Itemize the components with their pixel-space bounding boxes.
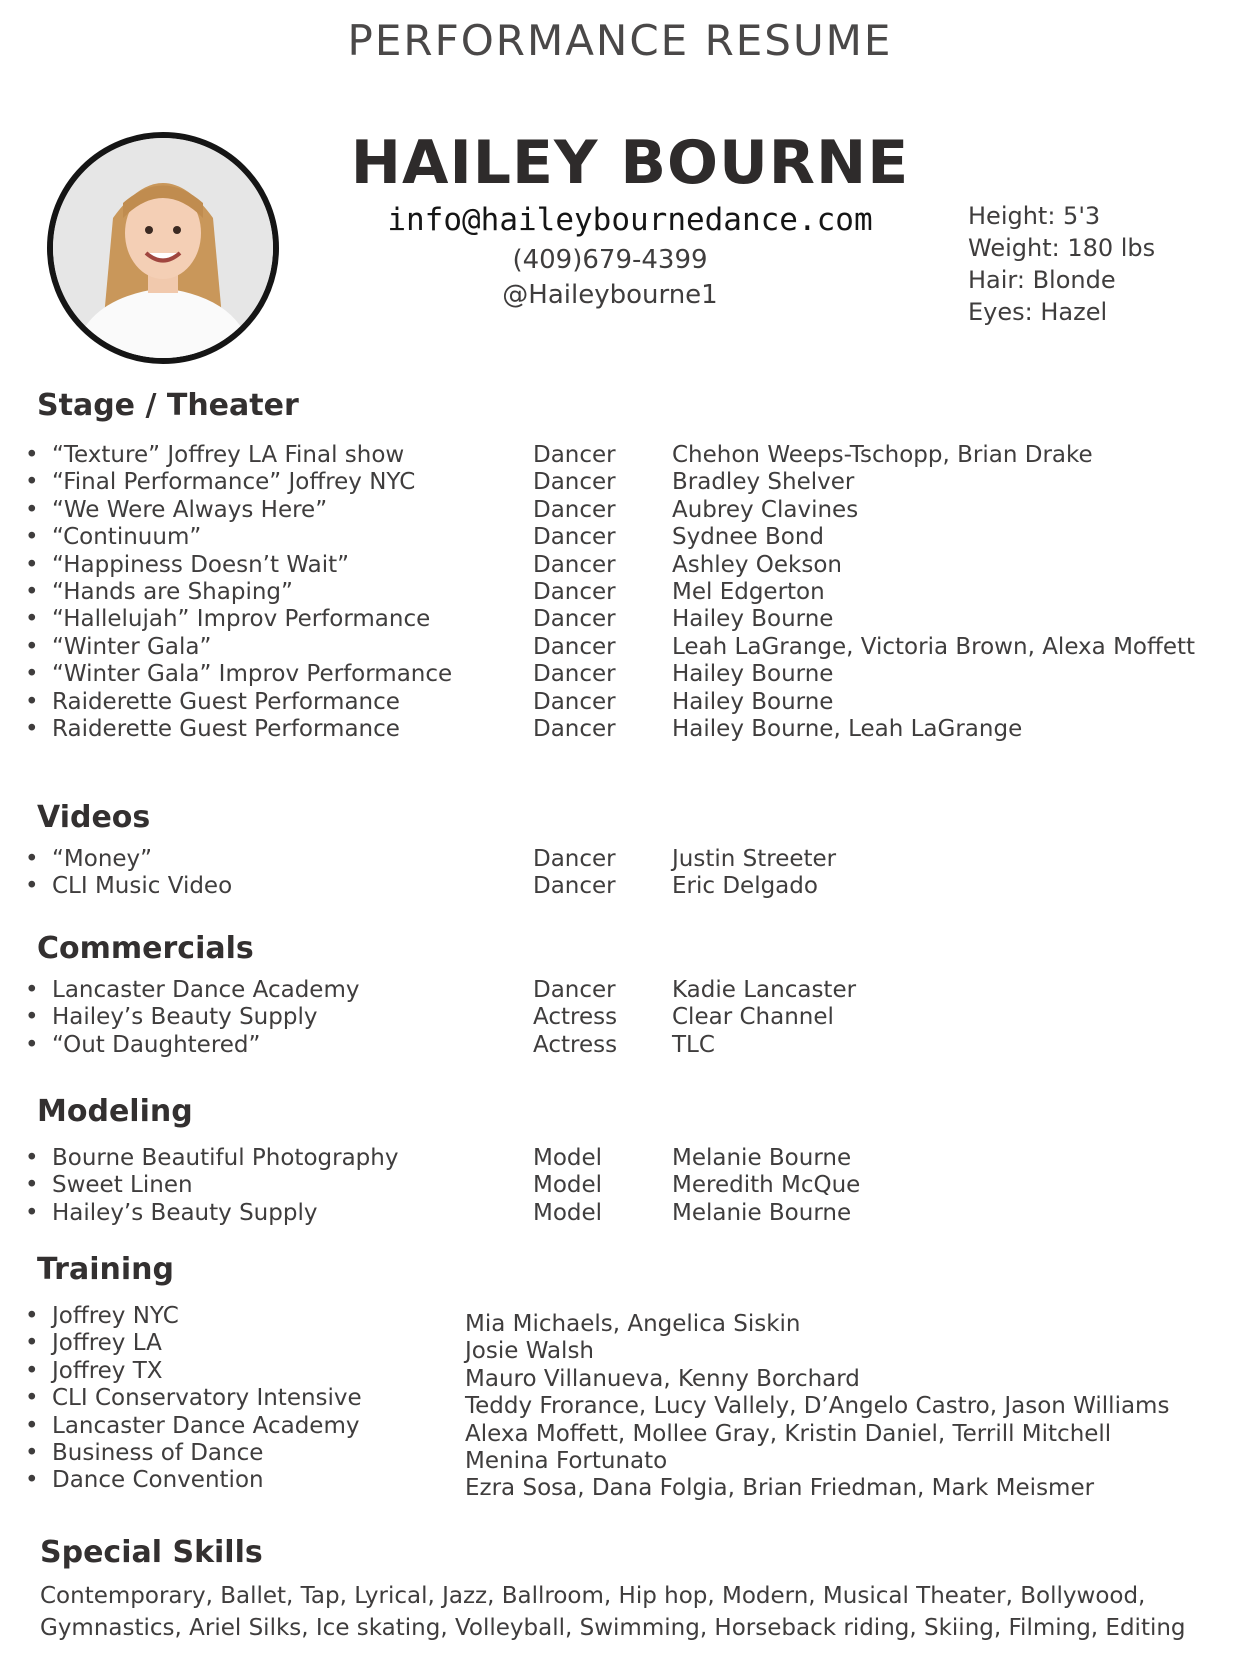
credit-director: Ashley Oekson (672, 551, 842, 578)
credit-title: “Happiness Doesn’t Wait” (52, 551, 350, 578)
credit-director: Chehon Weeps-Tschopp, Brian Drake (672, 442, 1093, 468)
credit-director: Hailey Bourne (672, 606, 834, 633)
bullet-icon: • (25, 551, 39, 578)
credit-role: Dancer (533, 977, 616, 1003)
credit-role: Dancer (533, 873, 616, 900)
credit-title: “Continuum” (52, 524, 202, 551)
credit-director: TLC (672, 1031, 715, 1058)
list-item (25, 1385, 475, 1412)
skills-heading: Special Skills (40, 1535, 263, 1570)
bullet-icon: • (25, 1439, 39, 1466)
list-item (25, 442, 1225, 469)
list-item (25, 497, 1225, 524)
instructor-line: Teddy Frorance, Lucy Vallely, D’Angelo Castro, Jason Williams (465, 1393, 1170, 1420)
list-item (25, 1440, 475, 1467)
stage-heading: Stage / Theater (37, 388, 299, 423)
credit-title: “We Were Always Here” (52, 496, 328, 523)
list-item (25, 1330, 475, 1357)
credit-role: Dancer (533, 661, 616, 688)
credit-title: Hailey’s Beauty Supply (52, 1199, 318, 1226)
bullet-icon: • (25, 496, 39, 523)
list-item (25, 606, 1225, 633)
credit-title: Lancaster Dance Academy (52, 977, 360, 1003)
list-item (25, 524, 1225, 551)
instructor-line: Alexa Moffett, Mollee Gray, Kristin Daniel, Terrill Mitchell (465, 1420, 1112, 1447)
bullet-icon: • (25, 1467, 39, 1494)
list-item (25, 1004, 1225, 1031)
document-title: PERFORMANCE RESUME (347, 16, 893, 65)
credit-director: Bradley Shelver (672, 469, 855, 496)
credit-role: Dancer (533, 715, 616, 742)
credit-director: Justin Streeter (672, 846, 837, 872)
instructor-line: Mia Michaels, Angelica Siskin (465, 1311, 801, 1337)
school-name: Dance Convention (52, 1467, 264, 1494)
credit-director: Meredith McQue (672, 1172, 861, 1199)
credit-role: Actress (533, 1031, 618, 1058)
credit-role: Dancer (533, 469, 616, 496)
credit-role: Dancer (533, 633, 616, 660)
credit-role: Model (533, 1172, 603, 1199)
credit-director: Melanie Bourne (672, 1145, 852, 1171)
skills-line-1: Contemporary, Ballet, Tap, Lyrical, Jazz, Ballroom, Hip hop, Modern, Musical Theater, Bollywood, (40, 1583, 1146, 1609)
credit-director: Hailey Bourne (672, 661, 834, 688)
list-item (25, 579, 1225, 606)
commercials-list (25, 977, 1225, 1059)
school-name: Joffrey LA (52, 1330, 162, 1357)
list-item (25, 1032, 1225, 1059)
stat-hair: Hair: Blonde (968, 266, 1116, 294)
list-item (25, 1413, 475, 1440)
credit-title: Raiderette Guest Performance (52, 688, 400, 715)
list-item (25, 977, 1225, 1004)
bullet-icon: • (25, 1031, 39, 1058)
modeling-heading: Modeling (37, 1094, 193, 1129)
list-item (25, 716, 1225, 743)
training-schools (25, 1303, 475, 1495)
email-link[interactable]: info@haileybournedance.com (387, 202, 873, 238)
videos-list (25, 846, 1225, 901)
headshot-photo (47, 132, 279, 364)
phone-number: (409)679-4399 (512, 245, 708, 275)
instructor-line: Menina Fortunato (465, 1447, 668, 1474)
credit-role: Dancer (533, 551, 616, 578)
school-name: CLI Conservatory Intensive (52, 1385, 362, 1412)
performer-name: HAILEY BOURNE (350, 128, 910, 198)
list-item (25, 552, 1225, 579)
physical-stats (968, 200, 1155, 328)
credit-director: Hailey Bourne, Leah LaGrange (672, 715, 1023, 742)
list-item (25, 1303, 475, 1330)
credit-role: Dancer (533, 688, 616, 715)
credit-title: “Final Performance” Joffrey NYC (52, 469, 416, 496)
bullet-icon: • (25, 1357, 39, 1384)
list-item (25, 1358, 475, 1385)
credit-role: Dancer (533, 496, 616, 523)
headshot-illustration (53, 138, 273, 358)
social-handle: @Haileybourne1 (502, 280, 718, 310)
credit-title: “Hands are Shaping” (52, 578, 293, 605)
bullet-icon: • (25, 1145, 39, 1171)
skills-line-2: Gymnastics, Ariel Silks, Ice skating, Volleyball, Swimming, Horseback riding, Skiing, Filming, Editing (40, 1615, 1186, 1641)
bullet-icon: • (25, 578, 39, 605)
list-item (25, 1172, 1225, 1199)
bullet-icon: • (25, 1004, 39, 1031)
stat-height: Height: 5'3 (968, 202, 1101, 230)
list-item (25, 689, 1225, 716)
bullet-icon: • (25, 688, 39, 715)
training-instructors (465, 1311, 1225, 1503)
list-item (25, 873, 1225, 900)
bullet-icon: • (25, 1199, 39, 1226)
credit-title: Bourne Beautiful Photography (52, 1145, 399, 1171)
credit-director: Aubrey Clavines (672, 496, 859, 523)
list-item (25, 1145, 1225, 1172)
bullet-icon: • (25, 442, 39, 468)
credit-title: CLI Music Video (52, 873, 233, 900)
stat-eyes: Eyes: Hazel (968, 298, 1108, 326)
skills-text (40, 1580, 1230, 1644)
credit-director: Mel Edgerton (672, 578, 825, 605)
credit-role: Dancer (533, 442, 616, 468)
bullet-icon: • (25, 1330, 39, 1357)
credit-title: “Texture” Joffrey LA Final show (52, 442, 405, 468)
credit-title: “Winter Gala” Improv Performance (52, 661, 453, 688)
credit-title: “Winter Gala” (52, 633, 212, 660)
instructor-line: Ezra Sosa, Dana Folgia, Brian Friedman, Mark Meismer (465, 1475, 1095, 1502)
credit-role: Dancer (533, 606, 616, 633)
bullet-icon: • (25, 469, 39, 496)
list-item (25, 469, 1225, 496)
bullet-icon: • (25, 524, 39, 551)
credit-title: Hailey’s Beauty Supply (52, 1004, 318, 1031)
school-name: Joffrey NYC (52, 1303, 179, 1329)
credit-director: Leah LaGrange, Victoria Brown, Alexa Moffett (672, 633, 1196, 660)
list-item (25, 634, 1225, 661)
credit-director: Melanie Bourne (672, 1199, 852, 1226)
list-item (25, 661, 1225, 688)
list-item (25, 1200, 1225, 1227)
bullet-icon: • (25, 606, 39, 633)
credit-role: Model (533, 1199, 603, 1226)
credit-role: Model (533, 1145, 603, 1171)
modeling-list (25, 1145, 1225, 1227)
bullet-icon: • (25, 715, 39, 742)
credit-title: “Out Daughtered” (52, 1031, 261, 1058)
credit-director: Sydnee Bond (672, 524, 825, 551)
list-item (25, 1467, 475, 1494)
credit-role: Dancer (533, 578, 616, 605)
credit-title: Raiderette Guest Performance (52, 715, 400, 742)
credit-director: Kadie Lancaster (672, 977, 857, 1003)
bullet-icon: • (25, 1303, 39, 1329)
training-heading: Training (37, 1252, 174, 1287)
school-name: Joffrey TX (52, 1357, 163, 1384)
bullet-icon: • (25, 633, 39, 660)
instructor-line: Mauro Villanueva, Kenny Borchard (465, 1365, 860, 1392)
credit-title: “Hallelujah” Improv Performance (52, 606, 431, 633)
bullet-icon: • (25, 661, 39, 688)
credit-title: “Money” (52, 846, 153, 872)
credit-role: Dancer (533, 524, 616, 551)
credit-role: Dancer (533, 846, 616, 872)
credit-role: Actress (533, 1004, 618, 1031)
bullet-icon: • (25, 1172, 39, 1199)
list-item (25, 846, 1225, 873)
credit-director: Clear Channel (672, 1004, 834, 1031)
credit-title: Sweet Linen (52, 1172, 193, 1199)
bullet-icon: • (25, 873, 39, 900)
bullet-icon: • (25, 1385, 39, 1412)
school-name: Lancaster Dance Academy (52, 1412, 360, 1439)
credit-director: Hailey Bourne (672, 688, 834, 715)
school-name: Business of Dance (52, 1439, 264, 1466)
videos-heading: Videos (37, 800, 151, 835)
instructor-line: Josie Walsh (465, 1338, 595, 1365)
bullet-icon: • (25, 846, 39, 872)
stat-weight: Weight: 180 lbs (968, 234, 1156, 262)
bullet-icon: • (25, 1412, 39, 1439)
commercials-heading: Commercials (37, 931, 254, 966)
bullet-icon: • (25, 977, 39, 1003)
stage-list (25, 442, 1225, 743)
credit-director: Eric Delgado (672, 873, 818, 900)
